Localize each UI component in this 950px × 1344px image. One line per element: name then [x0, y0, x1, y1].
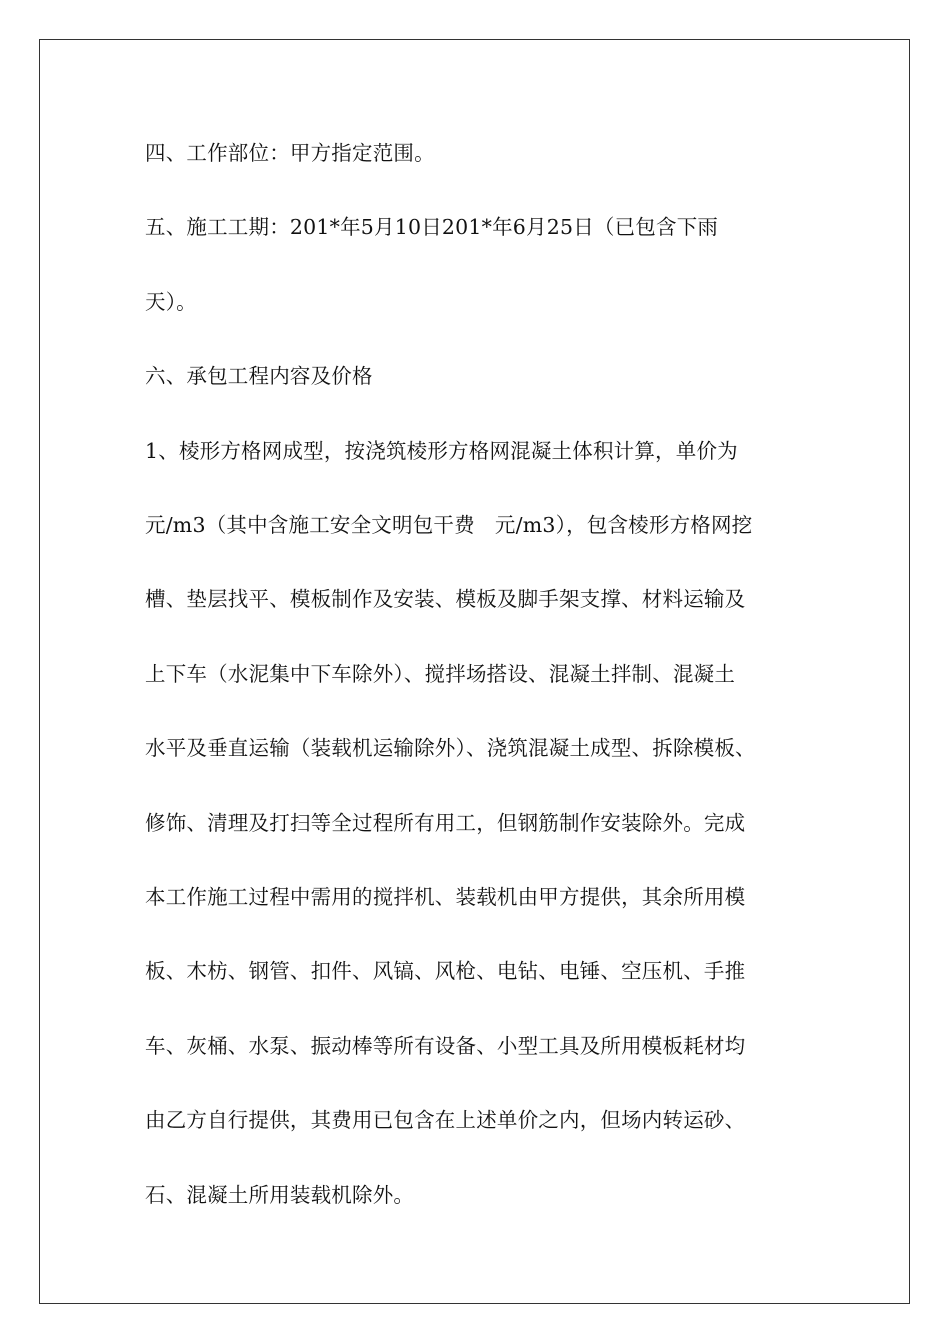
text-line-6: 元/m3（其中含施工安全文明包干费 元/m3），包含棱形方格网挖 [145, 513, 753, 537]
text-line-13: 车、灰桶、水泵、振动棒等所有设备、小型工具及所用模板耗材均 [145, 1034, 746, 1058]
text-line-11: 本工作施工过程中需用的搅拌机、装载机由甲方提供，其余所用模 [145, 885, 746, 909]
text-line-7: 槽、垫层找平、模板制作及安装、模板及脚手架支撑、材料运输及 [145, 587, 746, 611]
text-line-14: 由乙方自行提供，其费用已包含在上述单价之内，但场内转运砂、 [145, 1108, 746, 1132]
text-line-12: 板、木枋、钢管、扣件、风镐、风枪、电钻、电锤、空压机、手推 [145, 959, 746, 983]
text-line-1: 四、工作部位：甲方指定范围。 [145, 141, 435, 165]
text-line-2: 五、施工工期：201*年5月10日201*年6月25日（已包含下雨 [145, 215, 719, 239]
section-heading: 六、承包工程内容及价格 [145, 364, 373, 388]
text-line-15: 石、混凝土所用装载机除外。 [145, 1183, 415, 1207]
text-line-10: 修饰、清理及打扫等全过程所有用工，但钢筋制作安装除外。完成 [145, 811, 746, 835]
text-line-5: 1、棱形方格网成型，按浇筑棱形方格网混凝土体积计算，单价为 [145, 439, 738, 463]
text-line-9: 水平及垂直运输（装载机运输除外）、浇筑混凝土成型、拆除模板、 [145, 736, 756, 760]
text-line-3: 天）。 [145, 290, 197, 314]
text-line-8: 上下车（水泥集中下车除外）、搅拌场搭设、混凝土拌制、混凝土 [145, 662, 736, 686]
